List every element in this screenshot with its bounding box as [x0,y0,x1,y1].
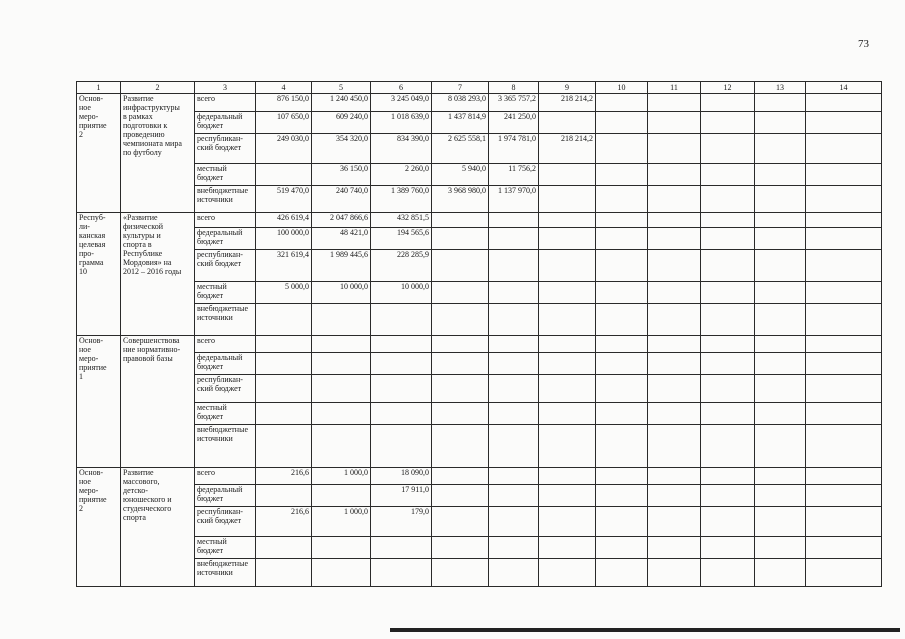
funding-source-cell: федеральный бюджет [195,485,256,507]
value-cell [596,133,648,163]
table-row [77,374,882,402]
value-cell [256,336,312,353]
value-cell [539,112,596,134]
column-header: 7 [432,82,489,94]
value-cell [596,403,648,425]
value-cell [432,282,489,304]
activity-name-cell: Совершенствова ние нормативно- правовой базы [121,336,195,468]
value-cell [596,374,648,402]
value-cell [312,336,371,353]
value-cell [596,212,648,227]
value-cell [256,485,312,507]
value-cell [256,303,312,335]
value-cell [539,282,596,304]
table-row [77,94,882,112]
value-cell [539,336,596,353]
funding-source-cell: внебюджетные источники [195,185,256,212]
value-cell [701,164,755,186]
value-cell [539,374,596,402]
value-cell [755,94,806,112]
value-cell [701,112,755,134]
table-row [77,558,882,586]
value-cell [489,336,539,353]
value-cell [539,537,596,559]
value-cell [256,537,312,559]
value-cell [648,353,701,375]
value-cell [432,467,489,484]
activity-type-cell: Основ- ное меро- приятие 2 [77,94,121,213]
value-cell [596,336,648,353]
value-cell [648,506,701,536]
value-cell [648,185,701,212]
value-cell [701,424,755,467]
value-cell [539,506,596,536]
value-cell: 1 240 450,0 [312,94,371,112]
value-cell [648,336,701,353]
value-cell [755,228,806,250]
value-cell: 1 974 781,0 [489,133,539,163]
value-cell [432,537,489,559]
value-cell [371,336,432,353]
value-cell [755,558,806,586]
value-cell [539,303,596,335]
value-cell [701,282,755,304]
value-cell [806,374,882,402]
value-cell [539,403,596,425]
activity-name-cell: Развитие инфраструктуры в рамках подготовки к проведению чемпионата мира по футболу [121,94,195,213]
value-cell [755,424,806,467]
value-cell: 5 940,0 [432,164,489,186]
value-cell [432,353,489,375]
value-cell [648,485,701,507]
value-cell [755,506,806,536]
value-cell [371,303,432,335]
value-cell [806,185,882,212]
value-cell: 519 470,0 [256,185,312,212]
value-cell [312,374,371,402]
value-cell: 1 989 445,6 [312,249,371,281]
funding-source-cell: всего [195,212,256,227]
value-cell [755,485,806,507]
funding-source-cell: внебюджетные источники [195,303,256,335]
value-cell: 321 619,4 [256,249,312,281]
value-cell [701,228,755,250]
value-cell: 10 000,0 [371,282,432,304]
column-header: 2 [121,82,195,94]
value-cell: 218 214,2 [539,133,596,163]
value-cell [806,112,882,134]
funding-source-cell: местный бюджет [195,164,256,186]
value-cell: 218 214,2 [539,94,596,112]
value-cell [806,249,882,281]
funding-source-cell: республикан- ский бюджет [195,506,256,536]
value-cell [489,424,539,467]
value-cell: 10 000,0 [312,282,371,304]
value-cell [648,249,701,281]
funding-source-cell: всего [195,336,256,353]
value-cell: 11 756,2 [489,164,539,186]
value-cell: 216,6 [256,467,312,484]
value-cell [701,485,755,507]
value-cell [432,228,489,250]
value-cell [701,336,755,353]
value-cell [806,94,882,112]
value-cell [539,249,596,281]
value-cell [596,112,648,134]
table-row [77,336,882,353]
table-row [77,485,882,507]
value-cell [648,558,701,586]
table-row [77,403,882,425]
value-cell [539,228,596,250]
value-cell [432,558,489,586]
value-cell [432,403,489,425]
value-cell [806,403,882,425]
value-cell [596,506,648,536]
value-cell: 228 285,9 [371,249,432,281]
value-cell: 609 240,0 [312,112,371,134]
value-cell: 100 000,0 [256,228,312,250]
value-cell [701,467,755,484]
value-cell: 354 320,0 [312,133,371,163]
value-cell [312,485,371,507]
value-cell [806,228,882,250]
value-cell [701,249,755,281]
column-header: 10 [596,82,648,94]
value-cell [312,303,371,335]
table-body [77,94,882,587]
value-cell [489,303,539,335]
value-cell [489,558,539,586]
funding-source-cell: внебюджетные источники [195,558,256,586]
value-cell [539,424,596,467]
value-cell: 1 000,0 [312,506,371,536]
value-cell [371,374,432,402]
funding-source-cell: всего [195,94,256,112]
value-cell: 194 565,6 [371,228,432,250]
value-cell [755,185,806,212]
value-cell [755,164,806,186]
value-cell [755,467,806,484]
activity-type-cell: Респуб- ли- канская целевая про- грамма 10 [77,212,121,335]
value-cell [596,282,648,304]
value-cell [596,485,648,507]
column-header: 8 [489,82,539,94]
value-cell: 3 968 980,0 [432,185,489,212]
value-cell [596,467,648,484]
value-cell [256,164,312,186]
value-cell [596,164,648,186]
value-cell [256,403,312,425]
value-cell: 432 851,5 [371,212,432,227]
column-header: 9 [539,82,596,94]
value-cell [312,353,371,375]
value-cell [806,353,882,375]
column-header: 6 [371,82,432,94]
table-row [77,282,882,304]
column-header: 4 [256,82,312,94]
value-cell [648,112,701,134]
value-cell [489,212,539,227]
funding-source-cell: всего [195,467,256,484]
value-cell [256,353,312,375]
value-cell: 3 245 049,0 [371,94,432,112]
value-cell [312,558,371,586]
value-cell: 216,6 [256,506,312,536]
table-row [77,506,882,536]
value-cell [806,303,882,335]
value-cell [539,467,596,484]
value-cell [539,212,596,227]
value-cell [648,212,701,227]
value-cell [648,537,701,559]
value-cell [648,467,701,484]
table-row [77,164,882,186]
value-cell [755,403,806,425]
value-cell: 2 047 866,6 [312,212,371,227]
value-cell [701,537,755,559]
value-cell [648,424,701,467]
funding-source-cell: республикан- ский бюджет [195,133,256,163]
value-cell [312,424,371,467]
page-number: 73 [858,38,869,50]
column-header: 3 [195,82,256,94]
value-cell [371,537,432,559]
value-cell [755,133,806,163]
value-cell [755,336,806,353]
value-cell [755,212,806,227]
value-cell [539,485,596,507]
activity-type-cell: Основ- ное меро- приятие 2 [77,467,121,586]
value-cell [806,424,882,467]
value-cell [371,353,432,375]
value-cell [432,424,489,467]
value-cell [701,303,755,335]
value-cell [432,212,489,227]
value-cell [806,133,882,163]
funding-source-cell: местный бюджет [195,282,256,304]
value-cell: 1 389 760,0 [371,185,432,212]
table-row [77,228,882,250]
value-cell [489,485,539,507]
value-cell [648,164,701,186]
value-cell: 5 000,0 [256,282,312,304]
value-cell: 8 038 293,0 [432,94,489,112]
value-cell [596,228,648,250]
value-cell [489,403,539,425]
table-row [77,424,882,467]
value-cell [701,133,755,163]
column-header: 1 [77,82,121,94]
value-cell: 2 260,0 [371,164,432,186]
table-row [77,467,882,484]
value-cell [755,537,806,559]
table-row [77,185,882,212]
activity-name-cell: Развитие массового, детско- юношеского и студенческого спорта [121,467,195,586]
value-cell: 17 911,0 [371,485,432,507]
value-cell [806,558,882,586]
value-cell: 240 740,0 [312,185,371,212]
value-cell [648,303,701,335]
value-cell: 241 250,0 [489,112,539,134]
value-cell [256,424,312,467]
value-cell [755,112,806,134]
value-cell [701,212,755,227]
value-cell [755,249,806,281]
value-cell: 1 437 814,9 [432,112,489,134]
funding-source-cell: федеральный бюджет [195,112,256,134]
value-cell: 1 000,0 [312,467,371,484]
activity-type-cell: Основ- ное меро- приятие 1 [77,336,121,468]
value-cell [701,353,755,375]
value-cell [432,506,489,536]
value-cell [806,467,882,484]
value-cell [312,537,371,559]
value-cell [755,282,806,304]
value-cell [312,403,371,425]
value-cell [539,558,596,586]
value-cell [701,374,755,402]
column-header: 12 [701,82,755,94]
funding-source-cell: республикан- ский бюджет [195,249,256,281]
value-cell: 249 030,0 [256,133,312,163]
value-cell [596,185,648,212]
value-cell [648,94,701,112]
value-cell [432,249,489,281]
value-cell [596,353,648,375]
value-cell [648,282,701,304]
value-cell [256,558,312,586]
value-cell [432,336,489,353]
funding-source-cell: федеральный бюджет [195,228,256,250]
value-cell: 3 365 757,2 [489,94,539,112]
value-cell [371,403,432,425]
value-cell: 107 650,0 [256,112,312,134]
value-cell [596,537,648,559]
activity-name-cell: «Развитие физической культуры и спорта в Республике Мордовия» на 2012 – 2016 годы [121,212,195,335]
value-cell [806,537,882,559]
column-header: 11 [648,82,701,94]
value-cell [596,303,648,335]
value-cell [701,185,755,212]
value-cell [539,185,596,212]
value-cell: 179,0 [371,506,432,536]
value-cell [701,558,755,586]
table-row [77,353,882,375]
funding-source-cell: федеральный бюджет [195,353,256,375]
value-cell [539,353,596,375]
value-cell [596,249,648,281]
funding-source-cell: местный бюджет [195,537,256,559]
funding-source-cell: местный бюджет [195,403,256,425]
table-row [77,249,882,281]
value-cell [701,403,755,425]
value-cell [489,506,539,536]
value-cell: 1 018 639,0 [371,112,432,134]
table-row [77,112,882,134]
value-cell: 18 090,0 [371,467,432,484]
value-cell [596,424,648,467]
value-cell [596,94,648,112]
value-cell [755,374,806,402]
value-cell: 48 421,0 [312,228,371,250]
value-cell [489,537,539,559]
value-cell [489,249,539,281]
value-cell [539,164,596,186]
value-cell [256,374,312,402]
value-cell [371,558,432,586]
value-cell [755,353,806,375]
value-cell [701,94,755,112]
funding-source-cell: республикан- ский бюджет [195,374,256,402]
funding-source-cell: внебюджетные источники [195,424,256,467]
value-cell: 2 625 558,1 [432,133,489,163]
scan-edge-line [390,628,900,632]
value-cell [489,374,539,402]
value-cell [648,133,701,163]
table-row [77,212,882,227]
column-header: 14 [806,82,882,94]
value-cell [489,282,539,304]
table-row [77,133,882,163]
value-cell: 36 150,0 [312,164,371,186]
value-cell: 1 137 970,0 [489,185,539,212]
value-cell [432,374,489,402]
value-cell [371,424,432,467]
value-cell [432,485,489,507]
value-cell [806,506,882,536]
column-header: 5 [312,82,371,94]
value-cell [701,506,755,536]
value-cell [648,374,701,402]
value-cell [489,228,539,250]
value-cell [489,353,539,375]
value-cell [755,303,806,335]
value-cell: 834 390,0 [371,133,432,163]
value-cell [806,282,882,304]
budget-table-container [76,81,881,587]
value-cell [489,467,539,484]
value-cell [806,336,882,353]
value-cell: 426 619,4 [256,212,312,227]
value-cell [806,164,882,186]
value-cell [806,485,882,507]
column-header-row [77,82,882,94]
value-cell [432,303,489,335]
table-row [77,303,882,335]
table-row [77,537,882,559]
value-cell [648,228,701,250]
value-cell: 876 150,0 [256,94,312,112]
value-cell [806,212,882,227]
column-header: 13 [755,82,806,94]
value-cell [596,558,648,586]
value-cell [648,403,701,425]
budget-table [76,81,882,587]
